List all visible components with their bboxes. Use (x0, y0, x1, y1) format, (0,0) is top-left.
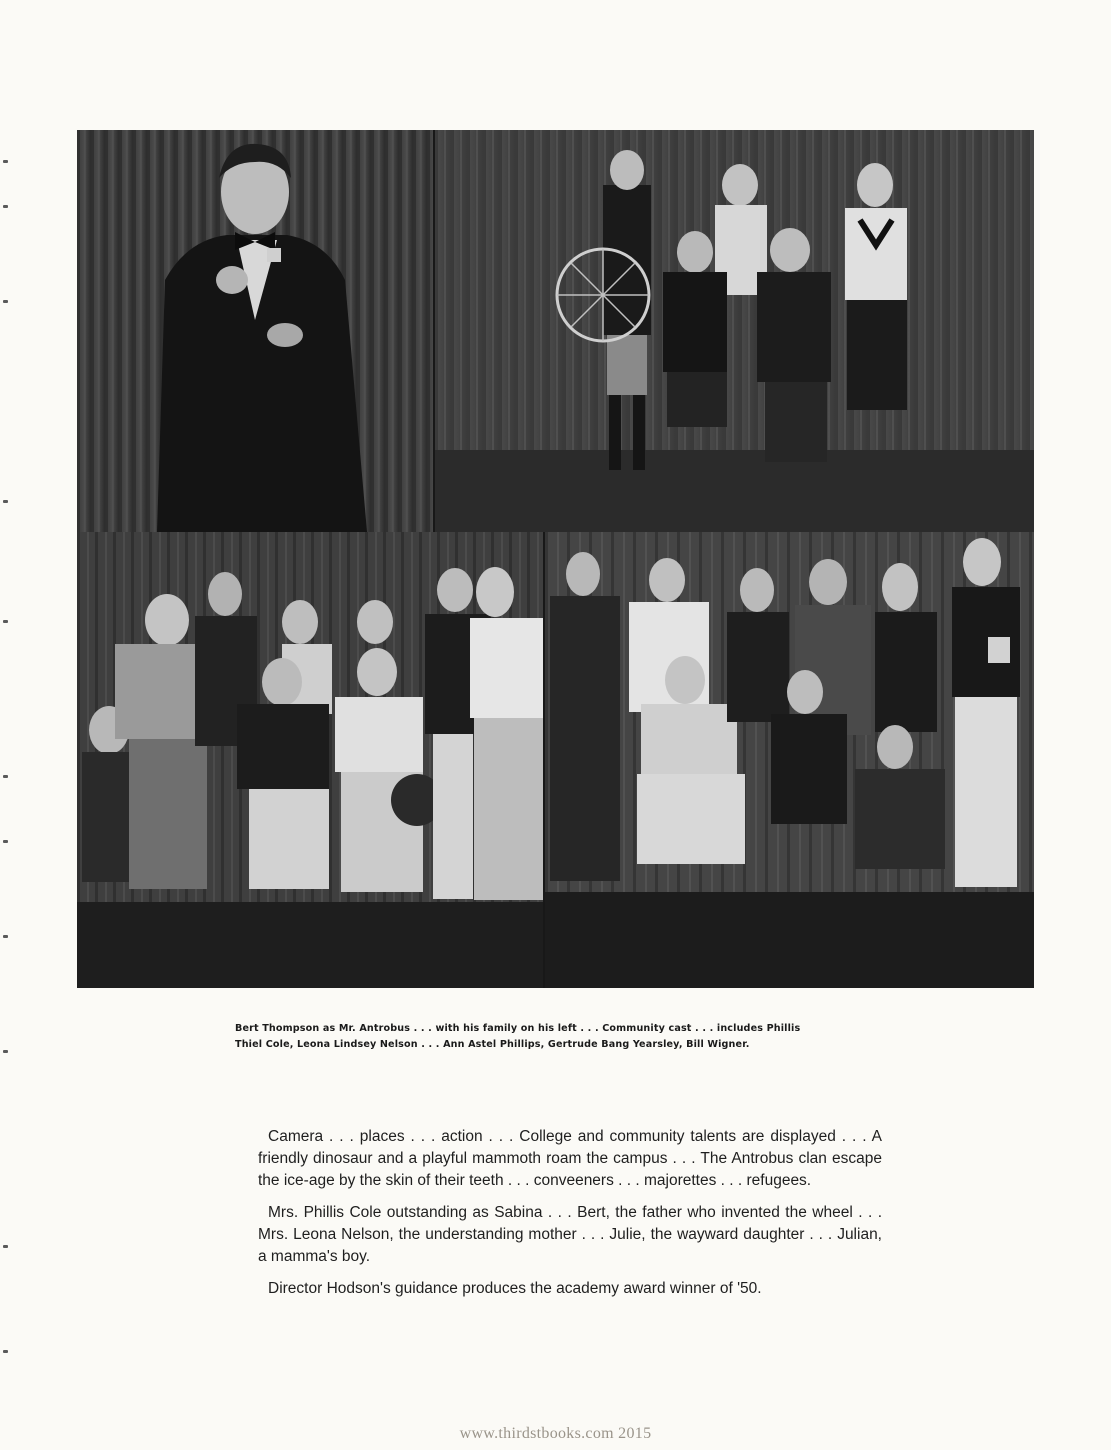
caption-line-1: Bert Thompson as Mr. Antrobus . . . with his family on his left . . . Community cast . . . includes Phillis (235, 1023, 801, 1034)
binding-mark (3, 300, 8, 303)
photo-antrobus-family (435, 130, 1034, 532)
body-paragraph-1: Camera . . . places . . . action . . . College and community talents are displayed . . . A friendly dinosaur and a playful mammoth roam the campus . . . The Antrobus clan escape the ice-age by the skin of their teeth . . . conveeners . . . majorettes . . . refugees. (258, 1128, 882, 1189)
photo-community-cast-left (77, 532, 543, 988)
binding-mark (3, 205, 8, 208)
binding-mark (3, 500, 8, 503)
binding-mark (3, 160, 8, 163)
binding-mark (3, 840, 8, 843)
binding-mark (3, 620, 8, 623)
photo-community-cast-right-image (545, 532, 1034, 988)
photo-collage (77, 130, 1034, 988)
photo-community-cast-left-image (77, 532, 543, 988)
photo-mr-antrobus-image (77, 130, 433, 532)
binding-mark (3, 935, 8, 938)
body-paragraph-2: Mrs. Phillis Cole outstanding as Sabina . . . Bert, the father who invented the wheel . . . Mrs. Leona Nelson, the understanding mother . . . Julie, the wayward daughter . . . Julian, a mamma's boy. (258, 1204, 882, 1265)
photo-antrobus-family-image (435, 130, 1034, 532)
photo-mr-antrobus (77, 130, 433, 532)
body-text (258, 1126, 882, 1310)
photo-caption (235, 1021, 895, 1053)
binding-mark (3, 1350, 8, 1353)
binding-mark (3, 1050, 8, 1053)
photo-community-cast-right (545, 532, 1034, 988)
watermark: www.thirdstbooks.com 2015 (459, 1425, 652, 1442)
binding-mark (3, 1245, 8, 1248)
binding-mark (3, 775, 8, 778)
body-paragraph-3: Director Hodson's guidance produces the academy award winner of '50. (268, 1280, 762, 1297)
caption-line-2: Thiel Cole, Leona Lindsey Nelson . . . Ann Astel Phillips, Gertrude Bang Yearsley, Bill Wigner. (235, 1039, 750, 1050)
